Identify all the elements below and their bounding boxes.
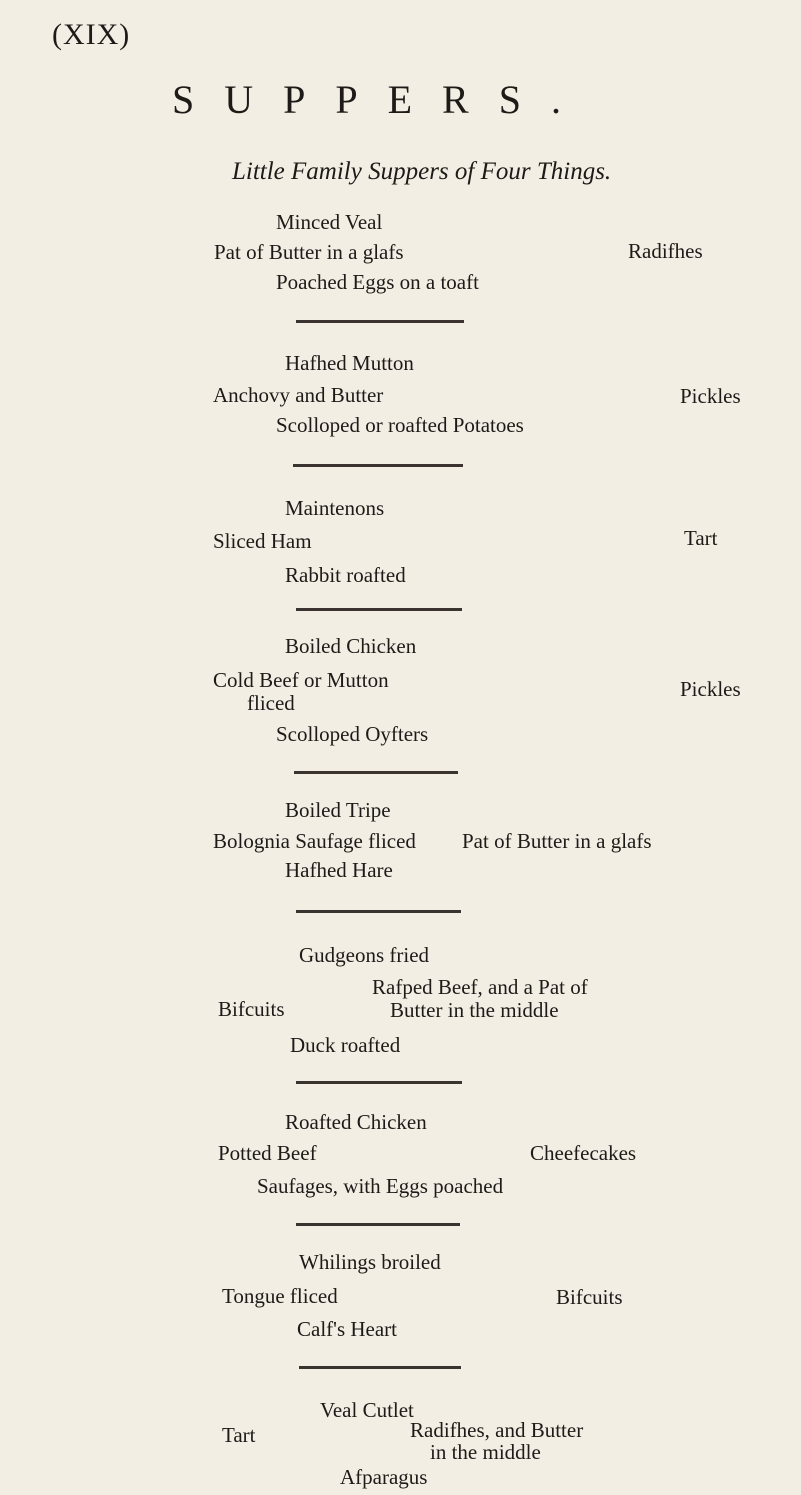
supper-3-left: Sliced Ham — [213, 529, 312, 553]
supper-5-right: Pat of Butter in a glafs — [462, 829, 652, 853]
page-title: SUPPERS. — [172, 77, 591, 122]
supper-9-top: Veal Cutlet — [320, 1398, 414, 1422]
supper-5-top: Boiled Tripe — [285, 798, 391, 822]
supper-6-bottom: Duck roafted — [290, 1033, 401, 1057]
supper-9-right-1: Radifhes, and Butter — [410, 1418, 584, 1442]
supper-9-bottom: Afparagus — [340, 1465, 428, 1489]
supper-4-bottom: Scolloped Oyfters — [276, 722, 429, 746]
divider-6 — [296, 1081, 462, 1084]
supper-5-left: Bolognia Saufage fliced — [213, 829, 416, 853]
supper-4-right: Pickles — [680, 677, 741, 701]
supper-8-bottom: Calf's Heart — [297, 1317, 397, 1341]
supper-2-right: Pickles — [680, 384, 741, 408]
supper-3-right: Tart — [684, 526, 718, 550]
supper-9-right-2: in the middle — [430, 1440, 541, 1464]
page-number: (XIX) — [52, 18, 131, 51]
supper-8-top: Whilings broiled — [299, 1250, 441, 1274]
supper-8-left: Tongue fliced — [222, 1284, 338, 1308]
supper-3-top: Maintenons — [285, 496, 385, 520]
divider-2 — [293, 464, 463, 467]
supper-4-top: Boiled Chicken — [285, 634, 417, 658]
divider-5 — [296, 910, 461, 913]
subtitle: Little Family Suppers of Four Things. — [232, 158, 612, 185]
supper-6-right-2: Butter in the middle — [390, 998, 559, 1022]
supper-2-bottom: Scolloped or roafted Potatoes — [276, 413, 524, 437]
divider-3 — [296, 608, 462, 611]
supper-5-bottom: Hafhed Hare — [285, 858, 393, 882]
supper-2-top: Hafhed Mutton — [285, 351, 414, 375]
supper-4-left: Cold Beef or Mutton — [213, 668, 389, 692]
supper-1-left: Pat of Butter in a glafs — [214, 240, 404, 264]
divider-1 — [296, 320, 464, 323]
supper-6-right-1: Rafped Beef, and a Pat of — [372, 975, 588, 999]
supper-6-left: Bifcuits — [218, 997, 285, 1021]
divider-7 — [296, 1223, 460, 1226]
supper-6-top: Gudgeons fried — [299, 943, 430, 967]
divider-4 — [294, 771, 458, 774]
supper-1-right: Radifhes — [628, 239, 703, 263]
supper-9-left: Tart — [222, 1423, 256, 1447]
supper-7-bottom: Saufages, with Eggs poached — [257, 1174, 504, 1198]
supper-4-left-cont: fliced — [247, 691, 295, 715]
supper-7-left: Potted Beef — [218, 1141, 317, 1165]
supper-3-bottom: Rabbit roafted — [285, 563, 406, 587]
supper-1-top: Minced Veal — [276, 210, 383, 234]
supper-1-bottom: Poached Eggs on a toaft — [276, 270, 479, 294]
divider-8 — [299, 1366, 461, 1369]
supper-7-top: Roafted Chicken — [285, 1110, 427, 1134]
supper-7-right: Cheefecakes — [530, 1141, 637, 1165]
supper-2-left: Anchovy and Butter — [213, 383, 384, 407]
supper-8-right: Bifcuits — [556, 1285, 623, 1309]
